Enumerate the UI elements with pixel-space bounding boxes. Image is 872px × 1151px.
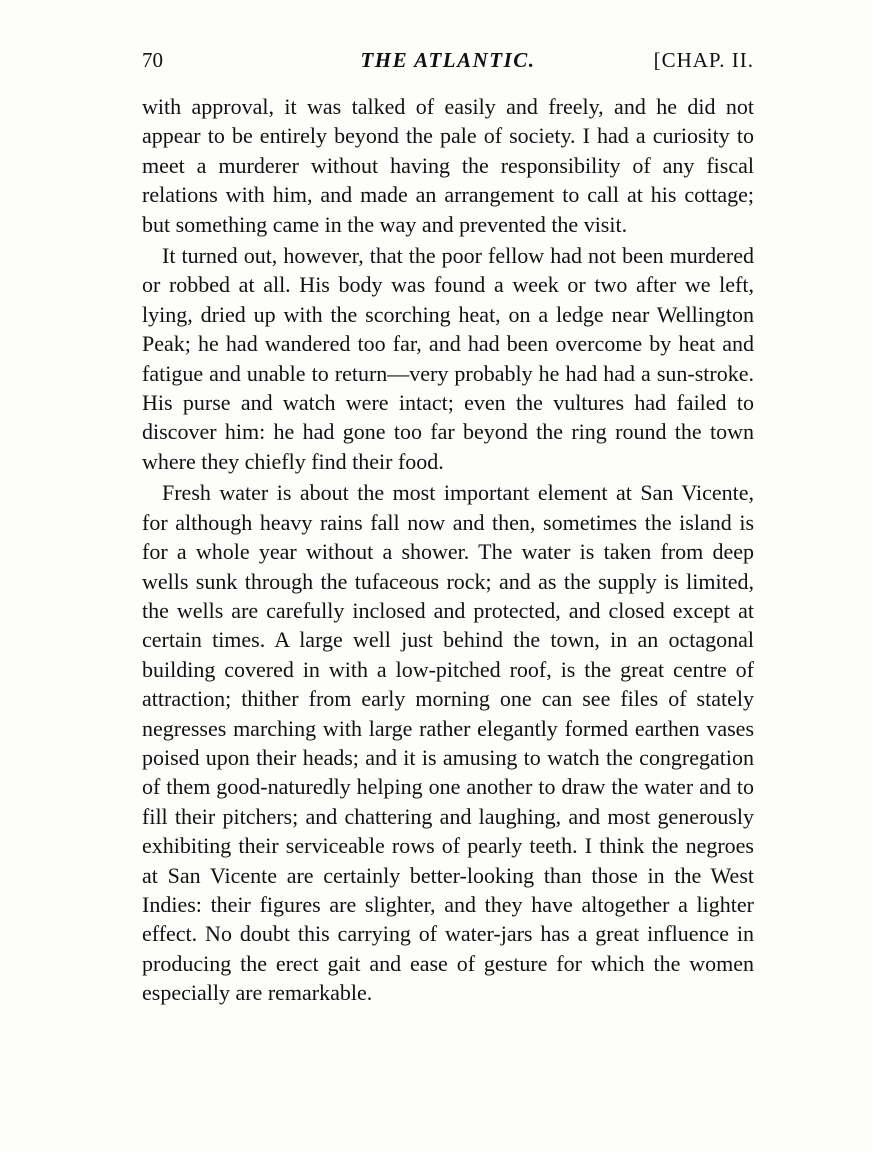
chapter-reference: [CHAP. II.	[653, 48, 754, 72]
paragraph-fresh-water: Fresh water is about the most important element at San Vicente, for although heavy rains fall now and then, sometimes the island is for a whole year without a shower. The water is taken from deep wells sunk through the tufaceous rock; and as the supply is limited, the wells are carefully inclosed and protected, and closed except at certain times. A large well just behind the town, in an octagonal building covered in with a low-pitched roof, is the great centre of attraction; thither from early morning one can see files of stately negresses marching with large rather elegantly formed earthen vases poised upon their heads; and it is amusing to watch the congregation of them good-naturedly helping one another to draw the water and to fill their pitchers; and chattering and laughing, and most generously exhibiting their serviceable rows of pearly teeth. I think the negroes at San Vicente are certainly better-looking than those in the West Indies: their figures are slighter, and they have altogether a lighter effect. No doubt this carrying of water-jars has a great influence in producing the erect gait and ease of gesture for which the women especially are remarkable.	[142, 480, 754, 1006]
running-head	[142, 48, 754, 76]
page-number: 70	[142, 48, 163, 72]
paragraph-murder-outcome: It turned out, however, that the poor fellow had not been murdered or robbed at all. His body was found a week or two after we left, lying, dried up with the scorching heat, on a ledge near Wellington Peak; he had wandered too far, and had been overcome by heat and fatigue and unable to return—very probably he had had a sun-stroke. His purse and watch were intact; even the vultures had failed to discover him: he had gone too far beyond the ring round the town where they chiefly find their food.	[142, 243, 754, 474]
running-title: THE ATLANTIC.	[360, 48, 536, 72]
paragraph-continuation: with approval, it was talked of easily and freely, and he did not appear to be entirely beyond the pale of society. I had a curiosity to meet a murderer without having the responsibility of any fiscal relations with him, and made an arrangement to call at his cottage; but something came in the way and prevented the visit.	[142, 94, 754, 237]
body-text	[142, 92, 754, 1008]
